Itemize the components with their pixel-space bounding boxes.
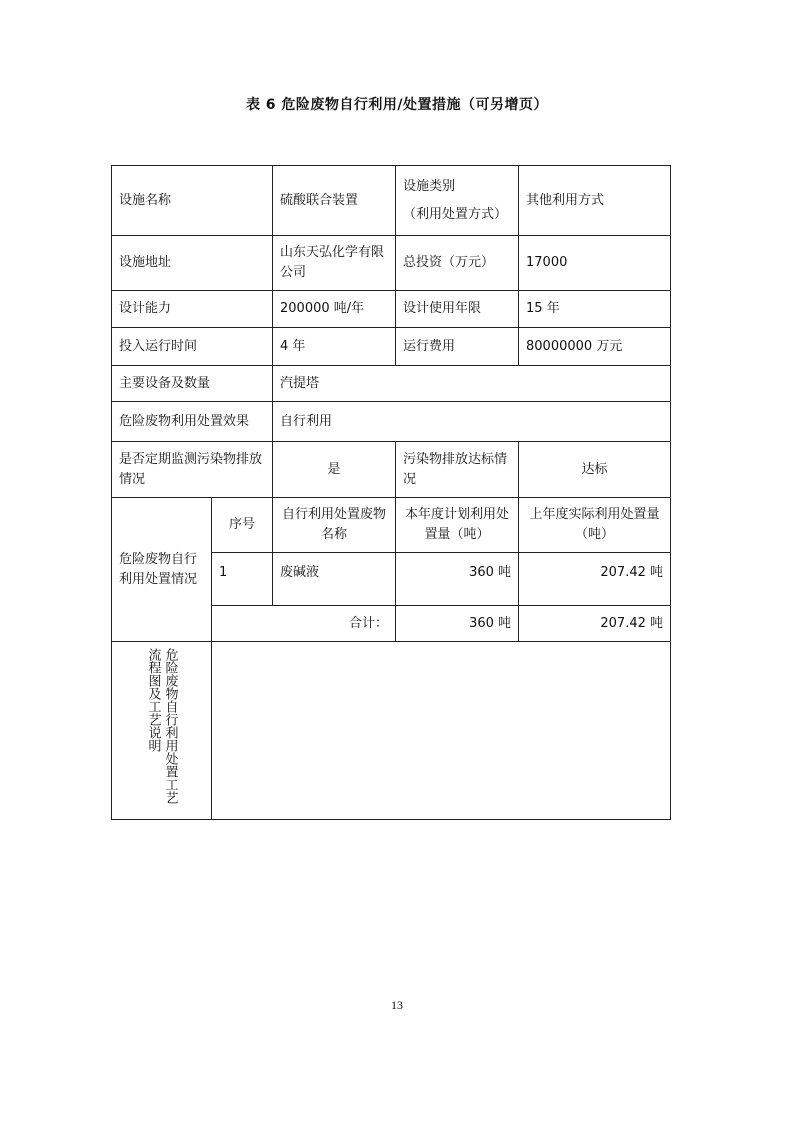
process-label: 危险废物自行利用处置工艺流程图及工艺说明 xyxy=(145,648,178,804)
process-label-wrap xyxy=(116,648,207,808)
total-label: 合计： xyxy=(212,606,396,642)
capacity-label: 设计能力 xyxy=(112,291,273,328)
process-label-cell xyxy=(112,642,212,820)
effect-label: 危险废物利用处置效果 xyxy=(112,402,273,442)
table-row xyxy=(112,402,671,442)
operating-cost-value: 80000000 万元 xyxy=(519,328,671,366)
facility-type-label-line1: 设施类别 xyxy=(403,178,456,194)
total-planned: 360 吨 xyxy=(396,606,519,642)
process-content xyxy=(212,642,671,820)
design-life-label: 设计使用年限 xyxy=(396,291,519,328)
header-waste-name: 自行利用处置废物名称 xyxy=(273,498,396,553)
item-waste-name: 废碱液 xyxy=(273,553,396,606)
table-row xyxy=(112,442,671,498)
header-seq: 序号 xyxy=(212,498,273,553)
monitoring-label: 是否定期监测污染物排放情况 xyxy=(112,442,273,498)
header-actual: 上年度实际利用处置量（吨） xyxy=(519,498,671,553)
compliance-value: 达标 xyxy=(519,442,671,498)
table-row xyxy=(112,642,671,820)
facility-type-label-line2: （利用处置方式） xyxy=(403,206,508,222)
equipment-value: 汽提塔 xyxy=(273,366,671,402)
page-number: 13 xyxy=(391,998,403,1012)
operating-cost-label: 运行费用 xyxy=(396,328,519,366)
compliance-label: 污染物排放达标情况 xyxy=(396,442,519,498)
table-title: 表 6 危险废物自行利用/处置措施（可另增页） xyxy=(245,97,549,113)
investment-value: 17000 xyxy=(519,236,671,291)
table-row xyxy=(112,366,671,402)
equipment-label: 主要设备及数量 xyxy=(112,366,273,402)
design-life-value: 15 年 xyxy=(519,291,671,328)
item-planned: 360 吨 xyxy=(396,553,519,606)
facility-type-value: 其他利用方式 xyxy=(519,166,671,236)
effect-value: 自行利用 xyxy=(273,402,671,442)
monitoring-value: 是 xyxy=(273,442,396,498)
table-row xyxy=(112,236,671,291)
total-actual: 207.42 吨 xyxy=(519,606,671,642)
item-actual: 207.42 吨 xyxy=(519,553,671,606)
disposal-section-label: 危险废物自行利用处置情况 xyxy=(112,498,212,642)
operation-time-label: 投入运行时间 xyxy=(112,328,273,366)
facility-name-value: 硫酸联合装置 xyxy=(273,166,396,236)
capacity-value: 200000 吨/年 xyxy=(273,291,396,328)
table-row xyxy=(112,291,671,328)
table-row xyxy=(112,166,671,236)
header-planned: 本年度计划利用处置量（吨） xyxy=(396,498,519,553)
facility-name-label: 设施名称 xyxy=(112,166,273,236)
operation-time-value: 4 年 xyxy=(273,328,396,366)
table-row xyxy=(112,498,671,553)
address-label: 设施地址 xyxy=(112,236,273,291)
investment-label: 总投资（万元） xyxy=(396,236,519,291)
facility-type-label xyxy=(396,166,519,236)
table-row xyxy=(112,328,671,366)
address-value: 山东天弘化学有限公司 xyxy=(273,236,396,291)
item-seq: 1 xyxy=(212,553,273,606)
disposal-measures-table xyxy=(111,165,671,820)
